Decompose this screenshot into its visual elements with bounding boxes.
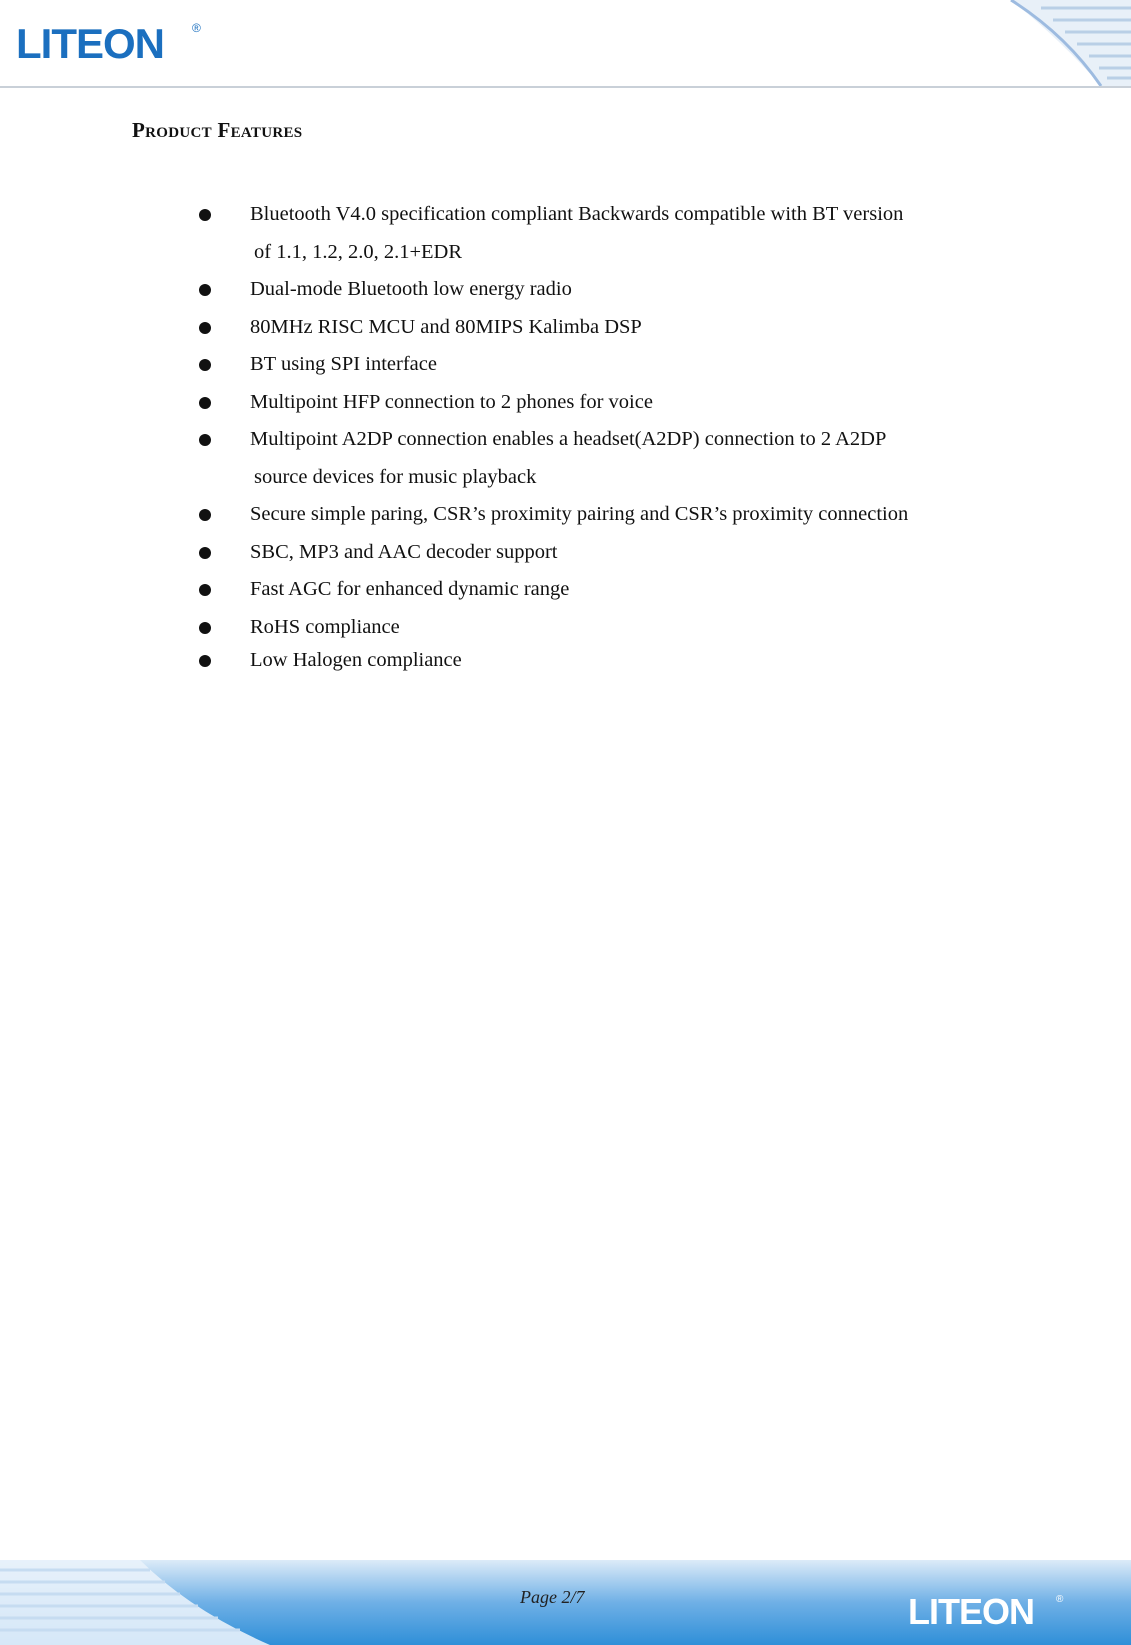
feature-text: RoHS compliance [250,615,400,638]
bullet-icon [199,397,211,409]
feature-text: 80MHz RISC MCU and 80MIPS Kalimba DSP [250,315,642,338]
feature-text: Dual-mode Bluetooth low energy radio [250,278,572,300]
bullet-icon [199,622,211,634]
section-title: Product Features [132,118,303,142]
feature-text: SBC, MP3 and AAC decoder support [250,540,558,563]
feature-text: Multipoint HFP connection to 2 phones for voice [250,390,653,413]
bullet-icon [199,584,211,596]
feature-text: Fast AGC for enhanced dynamic range [250,578,570,600]
list-item [0,609,1131,647]
liteon-logo [16,18,206,64]
list-item [0,571,1131,609]
bullet-icon [199,434,211,446]
bullet-icon [199,359,211,371]
page-number: Page 2/7 [520,1587,585,1607]
features-list [0,196,1131,680]
header-divider [0,86,1131,88]
list-item [0,309,1131,347]
list-item [0,534,1131,572]
feature-text: BT using SPI interface [250,353,437,375]
footer-registered-mark: ® [1056,1594,1064,1605]
bullet-icon [199,322,211,334]
list-item [0,421,1131,496]
bullet-icon [199,547,211,559]
bullet-icon [199,209,211,221]
logo-text: LITEON [16,20,164,64]
feature-text: Low Halogen compliance [250,649,462,671]
list-item [0,384,1131,422]
feature-text: Multipoint A2DP connection enables a headset(A2DP) connection to 2 A2DP source devices for music playback [250,428,887,488]
registered-mark: ® [192,21,201,35]
list-item [0,346,1131,384]
feature-text: Bluetooth V4.0 specification compliant Backwards compatible with BT version of 1.1, 1.2, 2.0, 2.1+EDR [250,203,904,263]
liteon-footer-logo [908,1590,1068,1630]
header-stripes-decoration [891,0,1131,86]
footer-logo-text: LITEON [908,1591,1034,1630]
list-item [0,496,1131,534]
list-item [0,271,1131,309]
bullet-icon [199,655,211,667]
bullet-icon [199,284,211,296]
feature-text: Secure simple paring, CSR’s proximity pairing and CSR’s proximity connection [250,503,909,525]
list-item [0,196,1131,271]
page-header [0,0,1131,88]
bullet-icon [199,509,211,521]
list-item [0,642,1131,680]
